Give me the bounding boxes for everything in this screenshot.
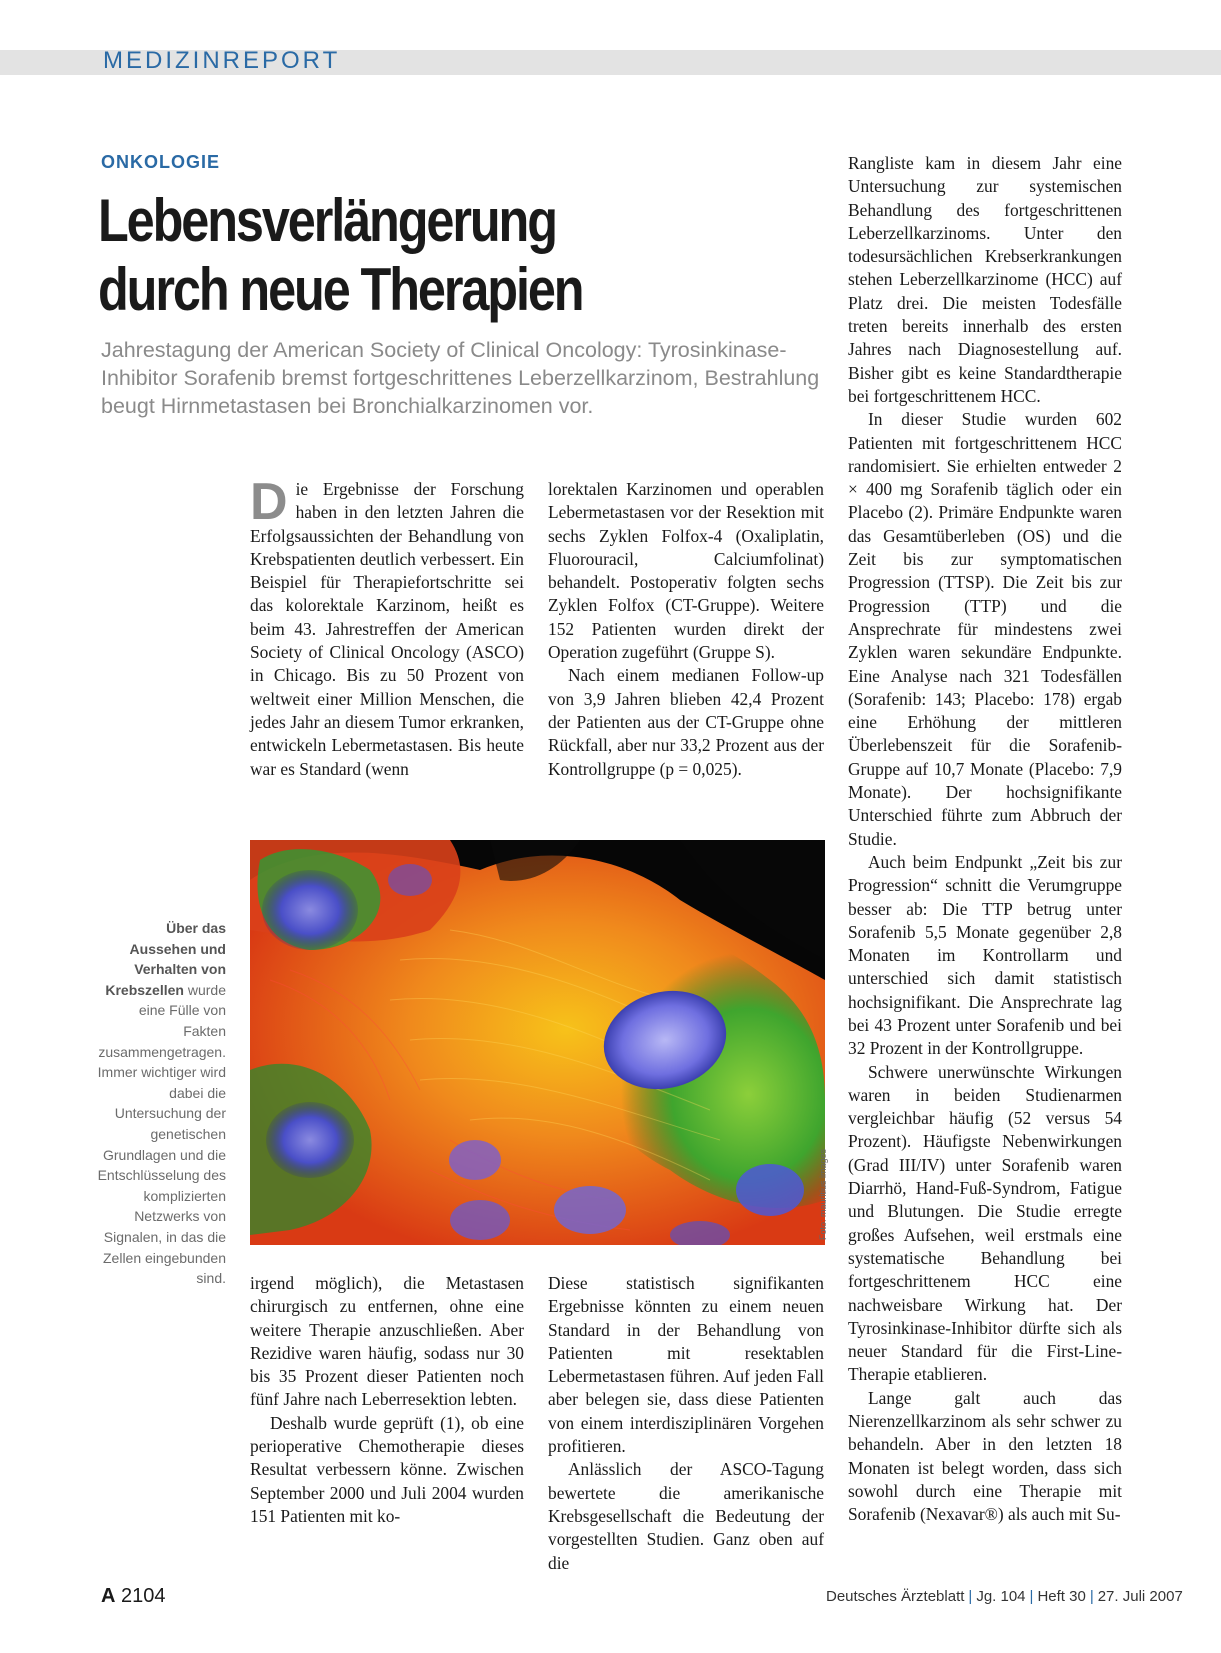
caption-text: wurde eine Fülle von Fakten zusammengetragen. Immer wichtiger wird dabei die Untersuchung der genetischen Grundlagen und die Entschlüsselung des komplizierten Netzwerks von Signalen, in das die Zellen eingebunden sind. xyxy=(97,981,226,1287)
column-1-bottom xyxy=(250,1272,524,1528)
article-kicker: ONKOLOGIE xyxy=(101,152,221,172)
paragraph: lorektalen Karzinomen und operablen Lebermetastasen vor der Resektion mit sechs Zyklen Folfox-4 (Oxaliplatin, Fluorouracil, Calciumfolinat) behandelt. Postoperativ folgten sechs Zyklen Folfox (CT-Gruppe). Weitere 152 Patienten wurden direkt der Operation zugeführt (Gruppe S). xyxy=(548,479,824,663)
journal-volume: Jg. 104 xyxy=(976,1588,1026,1605)
article-title: Lebensverlängerung durch neue Therapien xyxy=(98,187,583,323)
page-number-value: 2104 xyxy=(121,1585,166,1607)
paragraph: Diese statistisch signifikanten Ergebnisse könnten zu einem neuen Standard in der Behandlung von Patienten mit resektablen Lebermetastasen führen. Auf jeden Fall aber belegen sie, dass diese Patienten von einem interdisziplinären Vorgehen profitieren. xyxy=(548,1273,824,1457)
page-prefix: A xyxy=(101,1585,116,1607)
paragraph: Anlässlich der ASCO-Tagung bewertete die amerikanische Krebsgesellschaft die Bedeutung der vorgestellten Studien. Ganz oben auf die xyxy=(548,1459,824,1573)
column-2-top xyxy=(548,478,824,781)
page-number xyxy=(101,1585,166,1608)
cell-micrograph-image xyxy=(250,840,825,1245)
paragraph: In dieser Studie wurden 602 Patienten mit fortgeschrittenem HCC randomisiert. Sie erhielten entweder 2 × 400 mg Sorafenib täglich oder ein Placebo (2). Primäre Endpunkte waren das Gesamtüberleben (OS) und die Zeit bis zur symptomatischen Progression (TTSP). Die Zeit bis zur Progression (TTP) und die Ansprechrate für mindestens zwei Zyklen waren sekundäre Endpunkte. Eine Analyse nach 321 Todesfällen (Sorafenib: 143; Placebo: 178) ergab eine Erhöhung der mittleren Überlebenszeit für die Sorafenib-Gruppe auf 10,7 Monate (Placebo: 7,9 Monate). Der hochsignifikante Unterschied führte zum Abbruch der Studie. xyxy=(848,409,1122,849)
section-title: MEDIZINREPORT xyxy=(103,47,341,74)
journal-name: Deutsches Ärzteblatt xyxy=(826,1588,965,1605)
photo-caption xyxy=(96,918,226,1289)
article-lead: Jahrestagung der American Society of Clinical Oncology: Tyrosinkinase-Inhibitor Sorafenib bremst fortgeschrittenes Leberzellkarzinom, Bestrahlung beugt Hirnmetastasen bei Bronchialkarzinomen vor. xyxy=(101,338,820,418)
journal-footer: Deutsches Ärzteblatt | Jg. 104 | Heft 30 | 27. Juli 2007 xyxy=(826,1588,1183,1605)
paragraph: irgend möglich), die Metastasen chirurgisch zu entfernen, ohne eine weitere Therapie anzuschließen. Aber Rezidive waren häufig, sodass nur 30 bis 35 Prozent dieser Patienten noch fünf Jahre nach Leberresektion lebten. xyxy=(250,1273,524,1410)
column-1-top xyxy=(250,473,524,781)
journal-issue: Heft 30 xyxy=(1037,1588,1086,1605)
paragraph: Rangliste kam in diesem Jahr eine Untersuchung zur systemischen Behandlung des fortgeschrittenen Leberzellkarzinoms. Unter den todesursächlichen Krebserkrankungen stehen Leberzellkarzinome (HCC) auf Platz drei. Die meisten Todesfälle treten bereits innerhalb des ersten Jahres nach Diagnosestellung auf. Bisher gibt es keine Standardtherapie bei fortgeschrittenem HCC. xyxy=(848,153,1122,406)
column-3 xyxy=(848,152,1122,1527)
drop-cap: D xyxy=(250,473,288,531)
paragraph: ie Ergebnisse der Forschung haben in den letzten Jahren die Erfolgsaussichten der Behandlung von Krebspatienten deutlich verbessert. Ein Beispiel für Therapiefortschritte sei das kolorektale Karzinom, heißt es beim 43. Jahrestreffen der American Society of Clinical Oncology (ASCO) in Chicago. Bis zu 50 Prozent von weltweit einer Million Menschen, die jedes Jahr an diesem Tumor erkranken, entwickeln Lebermetastasen. Bis heute war es Standard (wenn xyxy=(250,479,524,779)
journal-date: 27. Juli 2007 xyxy=(1097,1588,1183,1605)
paragraph: Lange galt auch das Nierenzellkarzinom als sehr schwer zu behandeln. Aber in den letzten 18 Monaten ist belegt worden, dass sich sowohl durch eine Therapie mit Sorafenib (Nexavar®) als auch mit Su- xyxy=(848,1387,1122,1525)
caption-lead: Über das Aussehen und Verhalten von Krebszellen xyxy=(105,920,226,998)
paragraph: Nach einem medianen Follow-up von 3,9 Jahren blieben 42,4 Prozent der Patienten aus der CT-Gruppe ohne Rückfall, aber nur 33,2 Prozent aus der Kontrollgruppe (p = 0,025). xyxy=(548,665,824,779)
paragraph: Auch beim Endpunkt „Zeit bis zur Progression“ schnitt die Verumgruppe besser ab: Die TTP betrug unter Sorafenib 5,5 Monate gegenüber 2,8 Monaten im Kontrollarm und unterschied sich damit statistisch hochsignifikant. Die Ansprechrate lag bei 43 Prozent unter Sorafenib und bei 32 Prozent in der Kontrollgruppe. xyxy=(848,851,1122,1059)
photo-credit: Foto: mauritius images xyxy=(818,1148,828,1240)
paragraph: Schwere unerwünschte Wirkungen waren in beiden Studienarmen vergleichbar häufig (52 versus 54 Prozent). Häufigste Nebenwirkungen (Grad III/IV) unter Sorafenib waren Diarrhö, Hand-Fuß-Syndrom, Fatigue und Blutungen. Die Studie erregte großes Aufsehen, weil erstmals eine systematische Behandlung bei fortgeschrittenem HCC eine nachweisbare Wirkung hat. Der Tyrosinkinase-Inhibitor dürfte sich als neuer Standard für die First-Line-Therapie etablieren. xyxy=(848,1061,1122,1385)
paragraph: Deshalb wurde geprüft (1), ob eine perioperative Chemotherapie dieses Resultat verbessern könne. Zwischen September 2000 und Juli 2004 wurden 151 Patienten mit ko- xyxy=(250,1412,524,1526)
cancer-cell-photo xyxy=(250,840,825,1245)
column-2-bottom xyxy=(548,1272,824,1575)
